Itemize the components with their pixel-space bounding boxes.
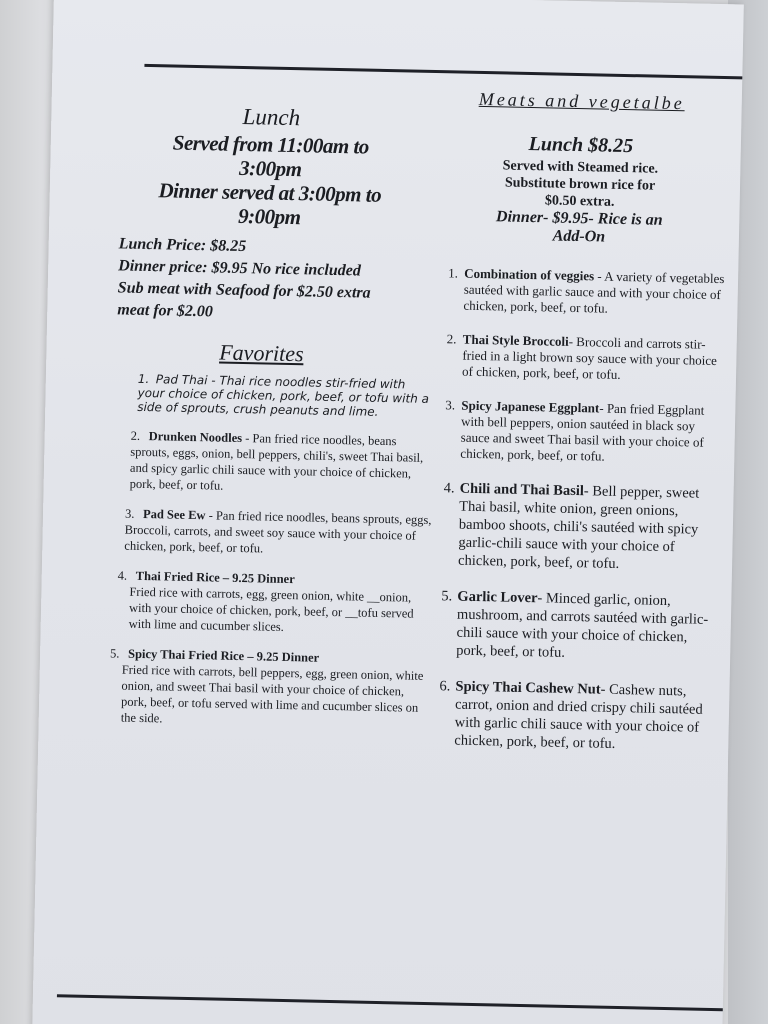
item-description: Fried rice with carrots, bell peppers, egg, green onion, white onion, and sweet Thai basil with your choice of chicken, pork, beef, or tofu served with lime and cucumber slices on the side.	[120, 662, 424, 726]
item-description: - Pan fried rice noodles, beans sprouts, eggs, Broccoli, carrots, and sweet soy sauce with your choice of chicken, pork, beef, or tofu.	[124, 508, 432, 556]
list-item	[444, 397, 725, 467]
item-name: Spicy Thai Cashew Nut	[455, 678, 601, 698]
rice-note-line: Substitute brown rice for	[504, 175, 656, 194]
dinner-price-line: Dinner- $9.95- Rice is an	[495, 208, 663, 229]
meats-vegetable-list	[438, 265, 728, 755]
price-line: Lunch Price: $8.25	[118, 235, 247, 256]
hours-line: 3:00pm	[238, 155, 302, 182]
section-heading: Meats and vegetalbe	[478, 88, 685, 114]
item-name: Chili and Thai Basil	[459, 480, 585, 500]
favorites-list	[109, 371, 436, 732]
right-column	[438, 88, 732, 773]
item-number: 3.	[445, 397, 456, 413]
item-name: Spicy Japanese Eggplant	[461, 397, 600, 416]
list-item	[442, 479, 724, 575]
item-description: - Minced garlic, onion, mushroom, and carrots sautéed with garlic-chili sauce with your choice of chicken, pork, beef, or tofu.	[456, 590, 709, 661]
list-item	[446, 331, 727, 385]
item-number: 3.	[124, 506, 135, 521]
hours-line: Dinner served at 3:00pm to	[158, 178, 382, 207]
menu-page	[32, 0, 744, 1024]
item-name: Thai Fried Rice – 9.25 Dinner	[135, 568, 295, 587]
list-item	[130, 428, 435, 498]
item-number: 1.	[137, 371, 150, 387]
left-column	[108, 101, 441, 746]
item-description: - A variety of vegetables sautéed with garlic sauce and with your choice of chicken, pork, beef, or tofu.	[463, 268, 725, 316]
list-item	[124, 506, 433, 560]
item-name: Garlic Lover	[457, 588, 538, 607]
item-name: Thai Style Broccoli	[462, 331, 569, 349]
item-description: - Thai rice noodles stir-fried with your choice of chicken, pork, beef, or tofu with a side of sprouts, crush peanuts and lime.	[137, 373, 430, 419]
item-description: - Pan fried rice noodles, beans sprouts, eggs, onion, bell peppers, chili's, sweet Thai basil, and spicy garlic chili sauce with your choice of chicken, pork, beef, or tofu.	[129, 431, 424, 493]
top-divider	[144, 64, 742, 80]
item-number: 5.	[441, 588, 453, 605]
item-number: 1.	[448, 265, 459, 281]
item-name: Pad See Ew	[142, 506, 206, 523]
list-item	[117, 567, 432, 638]
item-description: Fried rice with carrots, egg, green onion, white __onion, with your choice of chicken, pork, beef, or __tofu served with lime and cucumber slices.	[128, 584, 414, 634]
lunch-price: Lunch $8.25	[528, 132, 634, 158]
rice-note-line: $0.50 extra.	[544, 193, 615, 210]
list-item	[440, 587, 721, 665]
price-line: meat for $2.00	[117, 301, 214, 321]
item-number: 2.	[446, 331, 457, 347]
item-description: - Cashew nuts, carrot, onion and dried crispy chili sautéed with garlic chili sauce with your choice of chicken, pork, beef, or tofu.	[454, 681, 703, 752]
dinner-price-line: Add-On	[552, 227, 606, 246]
item-description: - Pan fried Eggplant with bell peppers, onion sautéed in black soy sauce and sweet Thai basil with your choice of chicken, pork, beef, or tofu.	[460, 400, 705, 464]
list-item	[438, 677, 719, 755]
list-item	[137, 372, 436, 420]
dinner-price	[449, 207, 710, 248]
price-line: Sub meat with Seafood for $2.50 extra	[117, 279, 371, 302]
bottom-divider	[57, 994, 723, 1011]
item-number: 4.	[117, 568, 128, 583]
item-description: - Bell pepper, sweet Thai basil, white onion, green onions, bamboo shoots, chili's sautéed with spicy garlic-chili sauce with your choice of chicken, pork, beef, or tofu.	[457, 483, 700, 572]
item-description: - Broccoli and carrots stir-fried in a light brown soy sauce with your choice of chicken, pork, beef, or tofu.	[461, 333, 718, 382]
price-line: Dinner price: $9.95 No rice included	[118, 257, 362, 280]
item-number: 5.	[109, 646, 120, 661]
rice-note-line: Served with Steamed rice.	[502, 158, 659, 177]
item-number: 4.	[443, 480, 455, 497]
hours-line: Served from 11:00am to	[172, 130, 370, 159]
item-name: Pad Thai	[155, 372, 208, 388]
price-block	[117, 233, 439, 328]
favorites-heading: Favorites	[219, 339, 304, 367]
item-number: 2.	[130, 428, 141, 443]
item-number: 6.	[439, 678, 451, 695]
lunch-heading: Lunch	[242, 103, 301, 131]
list-item	[447, 265, 728, 319]
hours-line: 9:00pm	[237, 203, 301, 230]
item-name: Combination of veggies	[464, 265, 595, 284]
item-name: Spicy Thai Fried Rice – 9.25 Dinner	[127, 646, 320, 665]
hours-block	[119, 129, 421, 231]
rice-note	[450, 156, 711, 212]
item-name: Drunken Noodles	[148, 429, 243, 446]
list-item	[109, 645, 431, 732]
